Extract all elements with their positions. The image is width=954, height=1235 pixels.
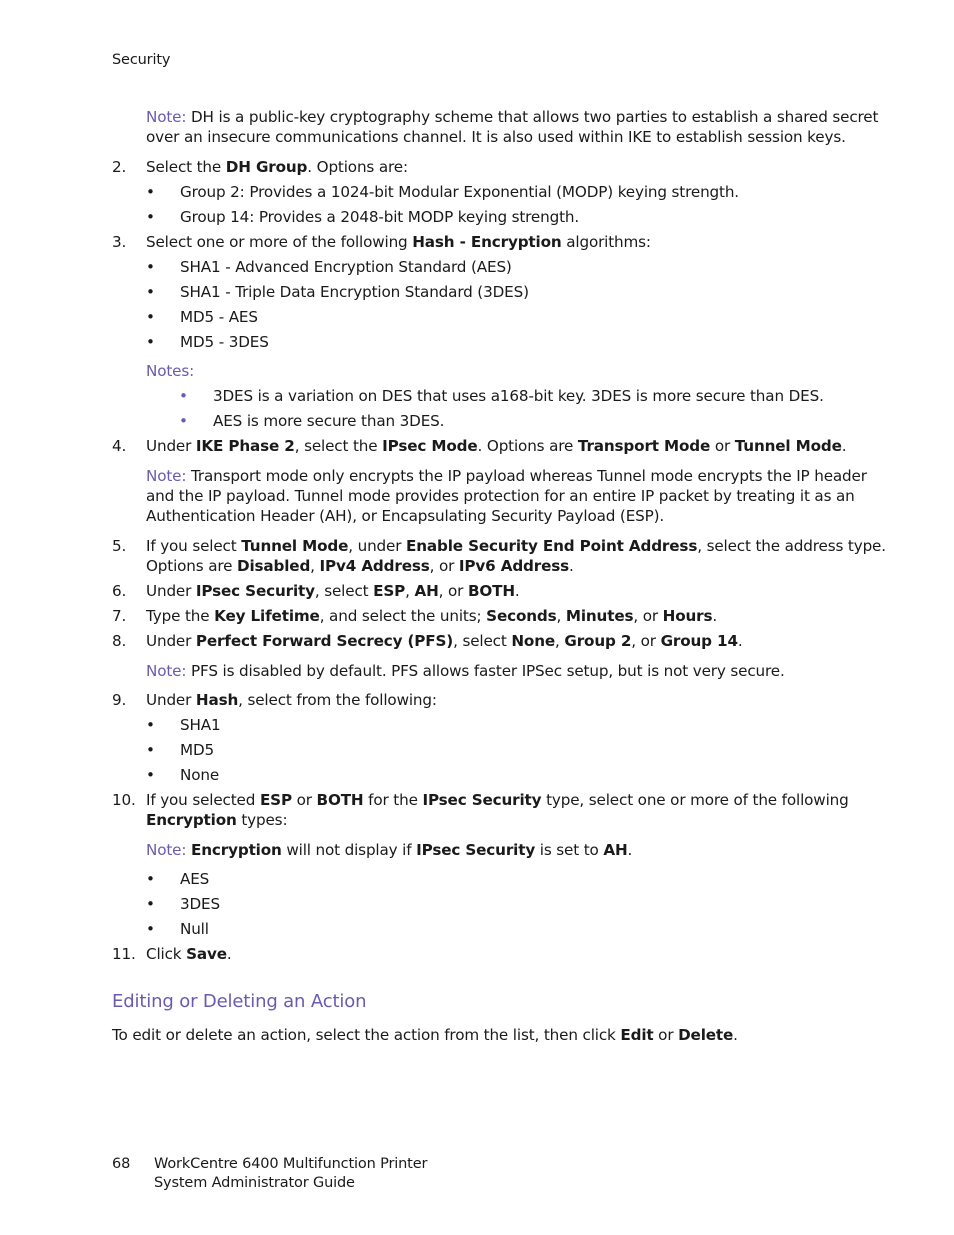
bullet-marker: •	[146, 333, 155, 351]
note-dh: Note: DH is a public-key cryptography scheme that allows two parties to establish a shared secret	[146, 108, 879, 126]
list-item: AES	[180, 870, 210, 888]
step-number: 7.	[112, 607, 127, 625]
bullet-marker: •	[146, 920, 155, 938]
step-number: 9.	[112, 691, 127, 709]
step-11-text: Click Save.	[146, 945, 232, 963]
bullet-marker: •	[146, 308, 155, 326]
note-transport-line2: and the IP payload. Tunnel mode provides protection for an entire IP packet by treating it as an	[146, 487, 855, 505]
step-number: 4.	[112, 437, 127, 455]
footer-guide: System Administrator Guide	[154, 1175, 355, 1191]
note-dh-line2: over an insecure communications channel. It is also used within IKE to establish session keys.	[146, 128, 846, 146]
list-item: MD5 - AES	[180, 308, 258, 326]
step-number: 5.	[112, 537, 127, 555]
bullet-marker: •	[146, 283, 155, 301]
bullet-marker: •	[146, 766, 155, 784]
bullet-marker: •	[146, 258, 155, 276]
footer-product: WorkCentre 6400 Multifunction Printer	[154, 1156, 428, 1172]
note-item: AES is more secure than 3DES.	[213, 412, 445, 430]
step-6-text: Under IPsec Security, select ESP, AH, or BOTH.	[146, 582, 520, 600]
list-item: Group 2: Provides a 1024-bit Modular Exponential (MODP) keying strength.	[180, 183, 739, 201]
step-5-text: If you select Tunnel Mode, under Enable Security End Point Address, select the address type.	[146, 537, 886, 555]
step-7-text: Type the Key Lifetime, and select the units; Seconds, Minutes, or Hours.	[146, 607, 718, 625]
step-9-text: Under Hash, select from the following:	[146, 691, 437, 709]
step-4-text: Under IKE Phase 2, select the IPsec Mode. Options are Transport Mode or Tunnel Mode.	[146, 437, 847, 455]
note-transport: Note: Transport mode only encrypts the IP payload whereas Tunnel mode encrypts the IP header	[146, 467, 867, 485]
list-item: 3DES	[180, 895, 220, 913]
section-paragraph: To edit or delete an action, select the action from the list, then click Edit or Delete.	[112, 1026, 738, 1044]
note-transport-line3: Authentication Header (AH), or Encapsulating Security Payload (ESP).	[146, 507, 665, 525]
note-pfs: Note: PFS is disabled by default. PFS allows faster IPSec setup, but is not very secure.	[146, 662, 785, 680]
bullet-marker: •	[146, 716, 155, 734]
step-5-text-line2: Options are Disabled, IPv4 Address, or IPv6 Address.	[146, 557, 574, 575]
step-number: 6.	[112, 582, 127, 600]
step-number: 8.	[112, 632, 127, 650]
bullet-marker: •	[146, 208, 155, 226]
bullet-marker: •	[146, 741, 155, 759]
note-label: Note:	[146, 662, 187, 680]
note-label: Note:	[146, 841, 187, 859]
list-item: Group 14: Provides a 2048-bit MODP keying strength.	[180, 208, 580, 226]
bullet-marker: •	[146, 183, 155, 201]
step-2-text: Select the DH Group. Options are:	[146, 158, 408, 176]
step-number: 11.	[112, 945, 136, 963]
step-10-text: If you selected ESP or BOTH for the IPsec Security type, select one or more of the following	[146, 791, 849, 809]
list-item: MD5 - 3DES	[180, 333, 269, 351]
page-number: 68	[112, 1156, 131, 1172]
note-encryption: Note: Encryption will not display if IPsec Security is set to AH.	[146, 841, 633, 859]
note-label: Note:	[146, 467, 187, 485]
note-item: 3DES is a variation on DES that uses a168-bit key. 3DES is more secure than DES.	[213, 387, 824, 405]
notes-label: Notes:	[146, 362, 195, 380]
list-item: SHA1 - Advanced Encryption Standard (AES)	[180, 258, 512, 276]
bullet-marker: •	[179, 412, 188, 430]
list-item: MD5	[180, 741, 215, 759]
bullet-marker: •	[179, 387, 188, 405]
step-8-text: Under Perfect Forward Secrecy (PFS), select None, Group 2, or Group 14.	[146, 632, 743, 650]
bullet-marker: •	[146, 870, 155, 888]
running-header: Security	[112, 52, 171, 68]
bullet-marker: •	[146, 895, 155, 913]
note-label: Note:	[146, 108, 187, 126]
step-10-text-line2: Encryption types:	[146, 811, 288, 829]
step-number: 2.	[112, 158, 127, 176]
list-item: SHA1 - Triple Data Encryption Standard (3DES)	[180, 283, 529, 301]
list-item: None	[180, 766, 220, 784]
step-number: 10.	[112, 791, 136, 809]
list-item: Null	[180, 920, 209, 938]
step-3-text: Select one or more of the following Hash - Encryption algorithms:	[146, 233, 651, 251]
section-heading: Editing or Deleting an Action	[112, 991, 367, 1012]
list-item: SHA1	[180, 716, 221, 734]
step-number: 3.	[112, 233, 127, 251]
